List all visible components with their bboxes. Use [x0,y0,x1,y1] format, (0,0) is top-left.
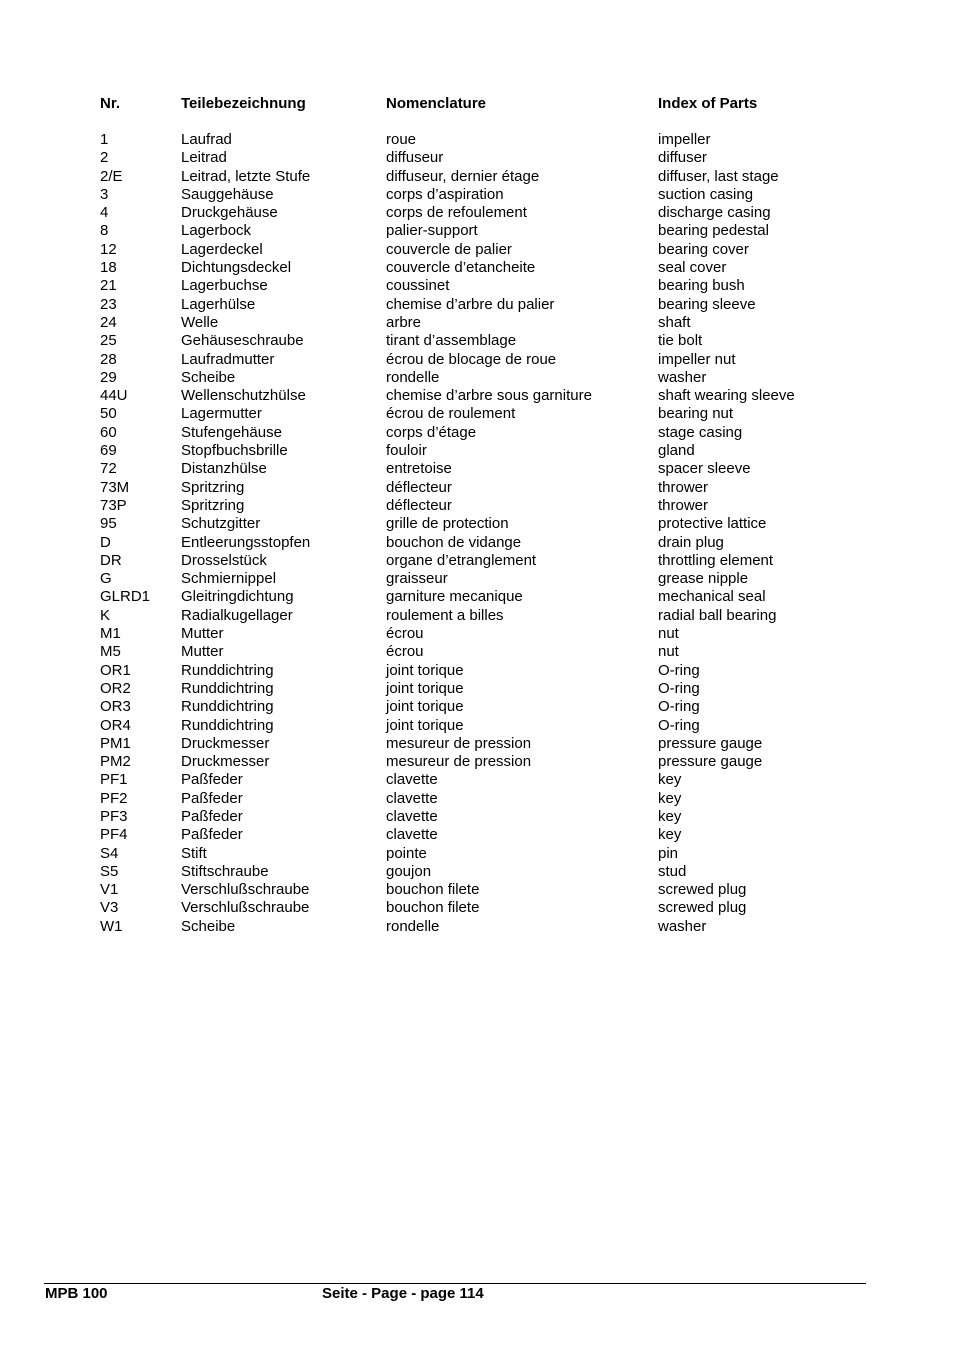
part-number: PF1 [100,771,128,789]
table-row [100,826,860,844]
part-number: 4 [100,204,109,222]
part-name-english: washer [658,368,707,386]
table-row [100,662,860,680]
part-name-french: mesureur de pression [386,734,532,752]
table-row [100,570,860,588]
part-name-english: key [658,807,682,825]
footer-page-number: Seite - Page - page 114 [322,1285,484,1302]
part-name-english: bearing nut [658,405,734,423]
part-name-german: Mutter [181,643,224,661]
part-name-german: Runddichtring [181,716,274,734]
part-name-german: Laufrad [181,131,232,148]
part-name-german: Scheibe [181,368,236,386]
part-number: DR [100,551,122,569]
part-name-german: Paßfeder [181,771,243,789]
part-number: 12 [100,240,117,258]
table-row [100,515,860,533]
part-name-french: déflecteur [386,496,452,514]
part-name-french: écrou de blocage de roue [386,350,557,368]
part-name-french: roue [386,131,417,148]
parts-table [100,94,860,936]
part-name-german: Druckgehäuse [181,204,278,222]
part-name-french: diffuseur [386,149,444,167]
part-name-english: discharge casing [658,204,771,222]
part-name-english: screwed plug [658,899,747,917]
part-name-german: Sauggehäuse [181,185,274,203]
part-number: 25 [100,332,117,350]
part-name-french: grille de protection [386,515,509,533]
part-number: 73P [100,496,127,514]
table-row [100,259,860,277]
part-name-french: clavette [386,771,438,789]
part-name-french: écrou [386,643,424,661]
table-row [100,753,860,771]
part-name-french: écrou [386,625,424,643]
part-number: 29 [100,368,117,386]
part-name-french: chemise d’arbre du palier [386,295,555,313]
part-number: K [100,606,111,624]
table-row [100,277,860,295]
part-name-french: corps d’étage [386,423,477,441]
part-name-french: bouchon filete [386,899,480,917]
part-name-english: key [658,826,682,844]
part-number: 24 [100,313,117,331]
part-name-english: washer [658,917,707,935]
part-name-french: garniture mecanique [386,588,523,606]
part-name-french: rondelle [386,917,440,935]
part-name-german: Verschlußschraube [181,899,310,917]
table-row [100,460,860,478]
part-name-english: spacer sleeve [658,460,751,478]
part-number: OR2 [100,679,131,697]
table-row [100,204,860,222]
part-number: W1 [100,917,123,935]
part-number: 18 [100,259,117,277]
header-english: Index of Parts [658,95,758,112]
part-name-english: stage casing [658,423,743,441]
part-name-english: grease nipple [658,570,749,588]
table-row [100,479,860,497]
table-row [100,497,860,515]
table-row [100,296,860,314]
part-name-english: diffuser [658,149,707,167]
part-number: PM1 [100,734,131,752]
part-name-german: Drosselstück [181,551,267,569]
part-name-french: couvercle d’etancheite [386,259,536,277]
footer-doc-id: MPB 100 [45,1285,108,1302]
part-name-english: nut [658,643,679,661]
part-name-german: Leitrad [181,149,227,167]
part-name-german: Druckmesser [181,753,270,771]
part-name-english: key [658,771,682,789]
part-name-french: roulement a billes [386,606,504,624]
part-name-french: joint torique [386,716,464,734]
part-number: PF4 [100,826,128,844]
table-row [100,863,860,881]
table-row [100,918,860,936]
part-name-english: nut [658,625,679,643]
part-name-german: Welle [181,313,219,331]
part-name-french: clavette [386,826,438,844]
table-row [100,607,860,625]
table-header [100,94,860,113]
part-name-german: Stufengehäuse [181,423,282,441]
part-name-english: drain plug [658,533,724,551]
part-name-french: entretoise [386,460,452,478]
part-number: V3 [100,899,119,917]
header-nr: Nr. [100,95,121,112]
part-name-german: Stopfbuchsbrille [181,442,288,460]
table-row [100,149,860,167]
part-name-english: pin [658,844,679,862]
table-row [100,424,860,442]
table-row [100,534,860,552]
part-name-french: organe d’etranglement [386,551,537,569]
table-row [100,552,860,570]
part-name-english: throttling element [658,551,774,569]
part-name-french: joint torique [386,679,464,697]
part-number: 72 [100,460,117,478]
part-name-english: bearing sleeve [658,295,756,313]
part-name-english: impeller [658,131,711,148]
table-body [100,131,860,936]
part-name-english: diffuser, last stage [658,167,779,185]
table-row [100,442,860,460]
part-number: 3 [100,185,109,203]
part-name-english: tie bolt [658,332,703,350]
header-french: Nomenclature [386,95,487,112]
table-row [100,899,860,917]
part-number: 44U [100,387,128,405]
table-row [100,625,860,643]
part-name-german: Lagerbock [181,222,252,240]
table-row [100,717,860,735]
part-number: OR3 [100,698,131,716]
part-name-french: tirant d’assemblage [386,332,517,350]
part-name-english: bearing pedestal [658,222,769,240]
part-number: 95 [100,515,117,533]
part-name-english: gland [658,442,695,460]
part-number: V1 [100,881,119,899]
part-name-english: O-ring [658,679,700,697]
part-name-english: impeller nut [658,350,736,368]
part-number: 69 [100,442,117,460]
part-name-german: Schutzgitter [181,515,261,533]
part-name-english: O-ring [658,698,700,716]
part-name-french: mesureur de pression [386,753,532,771]
part-name-german: Lagerbuchse [181,277,268,295]
part-name-german: Paßfeder [181,807,243,825]
part-name-english: bearing bush [658,277,745,295]
part-number: 8 [100,222,109,240]
table-row [100,771,860,789]
part-number: S5 [100,862,119,880]
part-name-german: Scheibe [181,917,236,935]
part-number: PF3 [100,807,128,825]
part-number: S4 [100,844,119,862]
table-row [100,168,860,186]
table-row [100,369,860,387]
part-number: 60 [100,423,117,441]
part-name-german: Leitrad, letzte Stufe [181,167,311,185]
part-name-german: Gleitringdichtung [181,588,294,606]
part-number: M1 [100,625,121,643]
part-name-french: arbre [386,313,422,331]
part-number: D [100,533,111,551]
part-name-french: fouloir [386,442,427,460]
table-row [100,790,860,808]
table-row [100,351,860,369]
part-number: M5 [100,643,121,661]
part-name-french: bouchon filete [386,881,480,899]
part-name-german: Laufradmutter [181,350,275,368]
part-name-french: joint torique [386,698,464,716]
table-row [100,332,860,350]
table-row [100,680,860,698]
part-number: 73M [100,478,130,496]
table-row [100,643,860,661]
part-name-english: thrower [658,478,709,496]
part-name-english: radial ball bearing [658,606,777,624]
part-name-french: écrou de roulement [386,405,516,423]
table-row [100,222,860,240]
part-name-english: thrower [658,496,709,514]
part-number: OR4 [100,716,131,734]
table-row [100,186,860,204]
part-name-german: Runddichtring [181,698,274,716]
part-name-english: screwed plug [658,881,747,899]
table-row [100,881,860,899]
footer-divider [44,1283,866,1284]
part-name-german: Entleerungsstopfen [181,533,311,551]
part-name-french: rondelle [386,368,440,386]
part-name-german: Paßfeder [181,826,243,844]
part-name-german: Stift [181,844,207,862]
part-name-french: clavette [386,807,438,825]
part-name-english: bearing cover [658,240,749,258]
part-name-german: Dichtungsdeckel [181,259,292,277]
table-row [100,808,860,826]
part-name-german: Distanzhülse [181,460,267,478]
part-name-german: Lagermutter [181,405,262,423]
table-row [100,405,860,423]
part-name-french: bouchon de vidange [386,533,522,551]
part-name-french: corps d’aspiration [386,185,504,203]
part-name-german: Radialkugellager [181,606,293,624]
part-name-english: stud [658,862,687,880]
part-name-english: protective lattice [658,515,767,533]
part-name-french: diffuseur, dernier étage [386,167,540,185]
part-name-french: pointe [386,844,427,862]
part-number: 2/E [100,167,123,185]
part-name-german: Wellenschutzhülse [181,387,306,405]
table-row [100,845,860,863]
part-name-french: goujon [386,862,432,880]
part-number: OR1 [100,661,131,679]
part-name-german: Stiftschraube [181,862,269,880]
part-number: GLRD1 [100,588,151,606]
table-row [100,698,860,716]
table-row [100,314,860,332]
part-name-german: Spritzring [181,478,245,496]
part-number: 28 [100,350,117,368]
part-name-french: corps de refoulement [386,204,527,222]
table-row [100,588,860,606]
part-name-german: Lagerhülse [181,295,256,313]
part-name-english: suction casing [658,185,754,203]
part-name-english: pressure gauge [658,734,763,752]
part-name-english: key [658,789,682,807]
part-name-french: palier-support [386,222,478,240]
part-name-english: O-ring [658,716,700,734]
header-german: Teilebezeichnung [181,95,306,112]
part-number: PF2 [100,789,128,807]
part-name-french: couvercle de palier [386,240,512,258]
part-name-german: Gehäuseschraube [181,332,304,350]
table-row [100,241,860,259]
part-name-french: clavette [386,789,438,807]
part-name-english: shaft wearing sleeve [658,387,795,405]
part-name-german: Spritzring [181,496,245,514]
part-name-english: pressure gauge [658,753,763,771]
table-row [100,387,860,405]
part-name-french: coussinet [386,277,450,295]
part-name-german: Druckmesser [181,734,270,752]
table-row [100,735,860,753]
part-name-german: Mutter [181,625,224,643]
part-name-english: seal cover [658,259,727,277]
part-number: 50 [100,405,117,423]
part-name-german: Lagerdeckel [181,240,263,258]
part-number: 21 [100,277,117,295]
part-name-german: Schmiernippel [181,570,277,588]
part-name-german: Runddichtring [181,679,274,697]
part-name-french: déflecteur [386,478,452,496]
part-name-german: Runddichtring [181,661,274,679]
part-number: PM2 [100,753,131,771]
part-name-english: mechanical seal [658,588,766,606]
part-name-french: chemise d’arbre sous garniture [386,387,592,405]
part-name-english: shaft [658,313,691,331]
part-number: 23 [100,295,117,313]
part-name-german: Verschlußschraube [181,881,310,899]
part-name-french: graisseur [386,570,448,588]
part-number: 2 [100,149,109,167]
part-number: 1 [100,131,109,148]
table-row [100,131,860,149]
part-name-english: O-ring [658,661,700,679]
part-number: G [100,570,112,588]
part-name-french: joint torique [386,661,464,679]
part-name-german: Paßfeder [181,789,243,807]
